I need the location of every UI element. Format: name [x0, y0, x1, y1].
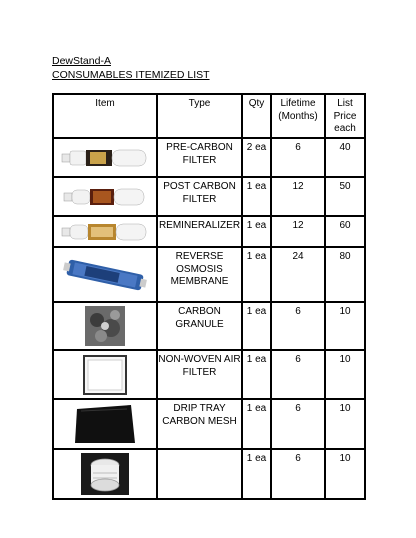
table-row	[53, 302, 365, 350]
type-cell: REMINERALIZER	[157, 216, 242, 247]
table-row	[53, 138, 365, 177]
price-cell: 10	[325, 350, 365, 399]
type-cell: DRIP TRAY CARBON MESH	[157, 399, 242, 449]
price-cell: 10	[325, 302, 365, 350]
pre-carbon-filter-image	[60, 147, 150, 169]
type-cell	[157, 449, 242, 499]
table-row	[53, 216, 365, 247]
qty-cell: 1 ea	[242, 177, 271, 216]
item-image-cell	[53, 138, 157, 177]
item-image-cell	[53, 449, 157, 499]
price-cell: 80	[325, 247, 365, 302]
table-row	[53, 177, 365, 216]
remineralizer-image	[60, 221, 150, 243]
ro-membrane-image	[63, 257, 147, 293]
type-cell: POST CARBON FILTER	[157, 177, 242, 216]
type-cell: PRE-CARBON FILTER	[157, 138, 242, 177]
air-filter-image	[83, 355, 127, 395]
document-title: DewStand-A	[52, 55, 111, 67]
type-cell: NON-WOVEN AIR FILTER	[157, 350, 242, 399]
price-cell: 40	[325, 138, 365, 177]
header-item: Item	[53, 94, 157, 138]
item-image-cell	[53, 399, 157, 449]
qty-cell: 1 ea	[242, 449, 271, 499]
lifetime-cell: 6	[271, 138, 325, 177]
qty-cell: 1 ea	[242, 216, 271, 247]
post-carbon-filter-image	[62, 186, 148, 208]
lifetime-cell: 6	[271, 449, 325, 499]
item-image-cell	[53, 247, 157, 302]
table-row	[53, 350, 365, 399]
qty-cell: 1 ea	[242, 247, 271, 302]
item-image-cell	[53, 302, 157, 350]
type-cell: CARBON GRANULE	[157, 302, 242, 350]
carbon-granule-image	[85, 306, 125, 346]
lifetime-cell: 12	[271, 177, 325, 216]
price-cell: 50	[325, 177, 365, 216]
lifetime-cell: 24	[271, 247, 325, 302]
lifetime-cell: 6	[271, 350, 325, 399]
qty-cell: 1 ea	[242, 399, 271, 449]
price-cell: 10	[325, 449, 365, 499]
table-row	[53, 449, 365, 499]
carbon-mesh-image	[73, 403, 137, 445]
qty-cell: 2 ea	[242, 138, 271, 177]
qty-cell: 1 ea	[242, 350, 271, 399]
item-image-cell	[53, 216, 157, 247]
lifetime-cell: 6	[271, 399, 325, 449]
header-type: Type	[157, 94, 242, 138]
price-cell: 60	[325, 216, 365, 247]
document-subtitle: CONSUMABLES ITEMIZED LIST	[52, 69, 210, 81]
white-cap-image	[81, 453, 129, 495]
table-row	[53, 247, 365, 302]
consumables-table	[52, 93, 366, 500]
lifetime-cell: 12	[271, 216, 325, 247]
header-lifetime: Lifetime (Months)	[271, 94, 325, 138]
document-heading	[52, 54, 210, 82]
lifetime-cell: 6	[271, 302, 325, 350]
table-header-row	[53, 94, 365, 138]
type-cell: REVERSE OSMOSIS MEMBRANE	[157, 247, 242, 302]
item-image-cell	[53, 177, 157, 216]
qty-cell: 1 ea	[242, 302, 271, 350]
item-image-cell	[53, 350, 157, 399]
table-row	[53, 399, 365, 449]
price-cell: 10	[325, 399, 365, 449]
header-price: List Price each	[325, 94, 365, 138]
header-qty: Qty	[242, 94, 271, 138]
